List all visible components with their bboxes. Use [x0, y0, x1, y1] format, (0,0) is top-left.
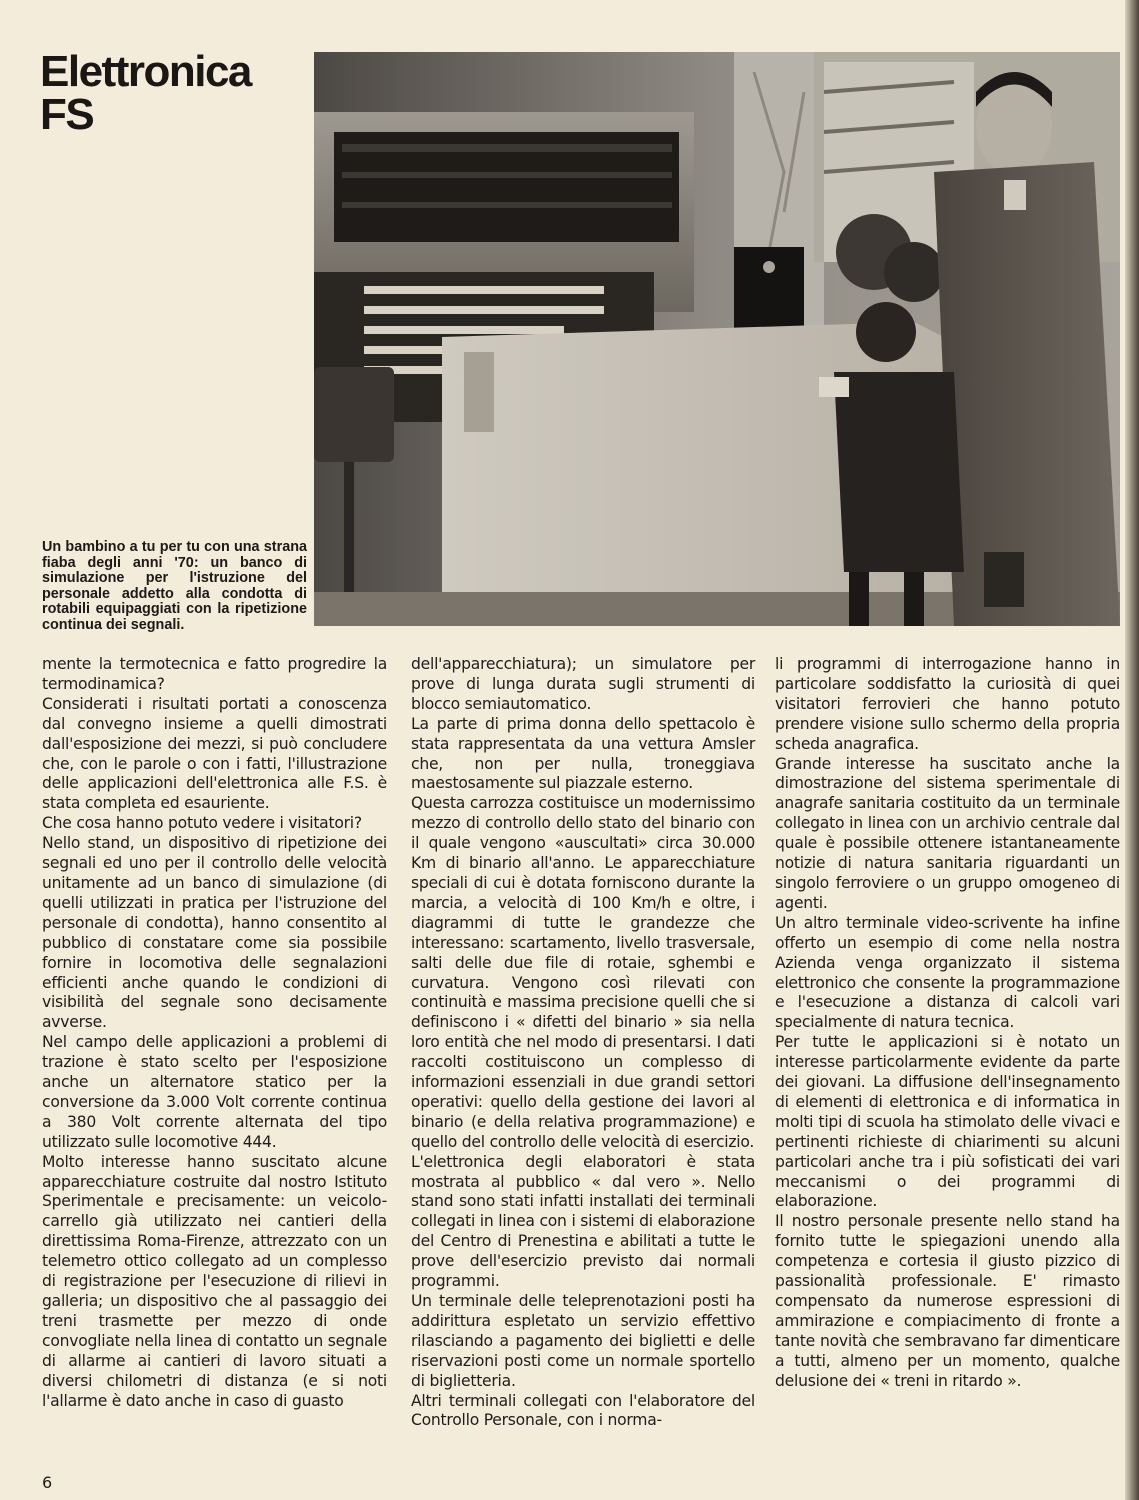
paragraph: Molto interesse hanno suscitato alcune apparecchiature costruite dal nostro Istituto Sperimentale e precisamente: un veicolo-carrello già utilizzato nei cantieri della direttissima Roma-Firenze, attrezzato con un telemetro ottico collegato ad un complesso di registrazione per l'esecuzione di rilievi in galleria; un dispositivo che al passaggio dei treni trasmette per mezzo di onde convogliate nella linea di contatto un segnale di allarme ai cantieri di lavoro situati a diversi chilometri di distanza (e si noti l'allarme è dato anche in caso di guasto: [42, 1152, 387, 1410]
photo-caption: Un bambino a tu per tu con una strana fiaba degli anni '70: un banco di simulazione per l'istruzione del personale addetto alla condotta di rotabili equipaggiati con la ripetizione continua dei segnali.: [42, 539, 307, 633]
paragraph: L'elettronica degli elaboratori è stata mostrata al pubblico « dal vero ». Nello stand sono stati infatti installati dei terminali collegati in linea con i sistemi di elaborazione del Centro di Prenestina e abilitati a tutte le prove dell'esercizio previsto dai normali programmi.: [411, 1152, 755, 1291]
article-photo: [314, 52, 1120, 626]
binding-gutter: [1125, 0, 1139, 1500]
title-line-2: FS: [40, 90, 94, 139]
paragraph: Un altro terminale video-scrivente ha infine offerto un esempio di come nella nostra Azienda venga organizzato il sistema elettronico che consente la programmazione e l'esecuzione a distanza di calcoli vari specialmente di natura tecnica.: [775, 913, 1120, 1032]
paragraph: li programmi di interrogazione hanno in particolare soddisfatto la curiosità di quei visitatori ferrovieri che hanno potuto prendere visione sullo schermo della propria scheda anagrafica.: [775, 655, 1120, 753]
paragraph: Altri terminali collegati con l'elaboratore del Controllo Personale, con i norma-: [411, 1391, 755, 1430]
paragraph: mente la termotecnica e fatto progredire la termodinamica?: [42, 655, 387, 693]
paragraph: Considerati i risultati portati a conoscenza dal convegno insieme a quelli dimostrati dall'esposizione dei mezzi, si può concludere che, con le parole o con i fatti, l'illustrazione delle applicazioni dell'elettronica alle F.S. è stata completa ed esauriente.: [42, 694, 387, 813]
paragraph: Un terminale delle teleprenotazioni posti ha addirittura espletato un servizio effettivo rilasciando a pagamento dei biglietti e delle riservazioni posti come un normale sportello di biglietteria.: [411, 1292, 755, 1390]
paragraph: Nello stand, un dispositivo di ripetizione dei segnali ed uno per il controllo delle velocità unitamente ad un banco di simulazione (di quelli utilizzati in pratica per l'istruzione del personale di condotta), hanno consentito al pubblico di constatare come sia possibile fornire in locomotiva delle segnalazioni efficienti anche quando le condizioni di visibilità del segnale sono decisamente avverse.: [42, 834, 387, 1032]
paragraph: dell'apparecchiatura); un simulatore per prove di lunga durata sugli strumenti di blocco semiautomatico.: [411, 655, 755, 713]
photo-illustration: [314, 52, 1120, 626]
chair: [314, 367, 394, 462]
child-head: [856, 302, 916, 362]
article-title: [40, 47, 300, 139]
paragraph: Questa carrozza costituisce un modernissimo mezzo di controllo dello stato del binario con il quale vengono «auscultati» circa 30.000 Km di binario all'anno. Le apparecchiature speciali di cui è dotata forniscono durante la marcia, a velocità di 100 Km/h e oltre, i diagrammi di tutte le grandezze che interessano: scartamento, livello trasversale, salti delle due file di rotaie, sghembi e curvatura. Vengono così rilevati con continuità e massima precisione quelli che si definiscono i « difetti del binario » sia nella loro entità che nel modo di presentarsi. I dati raccolti costituiscono un complesso di informazioni essenziali in due grandi settori operativi: quello della gestione dei lavori al binario (e della relativa programmazione) e quello del controllo delle velocità di esercizio.: [411, 794, 755, 1151]
page-number: 6: [42, 1473, 53, 1492]
paragraph: Il nostro personale presente nello stand ha fornito tutte le spiegazioni unendo alla competenza e cortesia il giusto pizzico di passionalità professionale. E' rimasto compensato da numerose espressioni di ammirazione e compiacimento di fronte a tante novità che sembravano far dimenticare a tutti, almeno per un momento, qualche delusione dei « treni in ritardo ».: [775, 1212, 1120, 1390]
paragraph: Che cosa hanno potuto vedere i visitatori?: [42, 814, 362, 833]
title-line-1: Elettronica: [40, 47, 251, 96]
paragraph: Per tutte le applicazioni si è notato un interesse particolarmente evidente da parte dei giovani. La diffusione dell'insegnamento di elementi di elettronica e di informatica in molti tipi di scuola ha stimolato delle vivaci e pertinenti richieste di chiarimenti su alcuni particolari anche tra i più sofisticati dei vari meccanismi o dei programmi di elaborazione.: [775, 1033, 1120, 1211]
paragraph: La parte di prima donna dello spettacolo è stata rappresentata da una vettura Amsler che, non per nulla, troneggiava maestosamente sul piazzale esterno.: [411, 714, 755, 793]
text-column-1: [42, 655, 387, 1411]
text-column-2: [411, 655, 755, 1431]
text-column-3: [775, 655, 1120, 1392]
paragraph: Grande interesse ha suscitato anche la dimostrazione del sistema sperimentale di anagrafe sanitaria costituito da un terminale collegato in linea con un archivio centrale dal quale è possibile ottenere istantaneamente notizie di natura sanitaria riguardanti un singolo ferroviere o un gruppo omogeneo di agenti.: [775, 754, 1120, 912]
paragraph: Nel campo delle applicazioni a problemi di trazione è stato scelto per l'esposizione anche un alternatore statico per la conversione da 3.000 Volt corrente continua a 380 Volt corrente alternata del tipo utilizzato sulle locomotive 444.: [42, 1033, 387, 1151]
child-body: [834, 372, 964, 572]
